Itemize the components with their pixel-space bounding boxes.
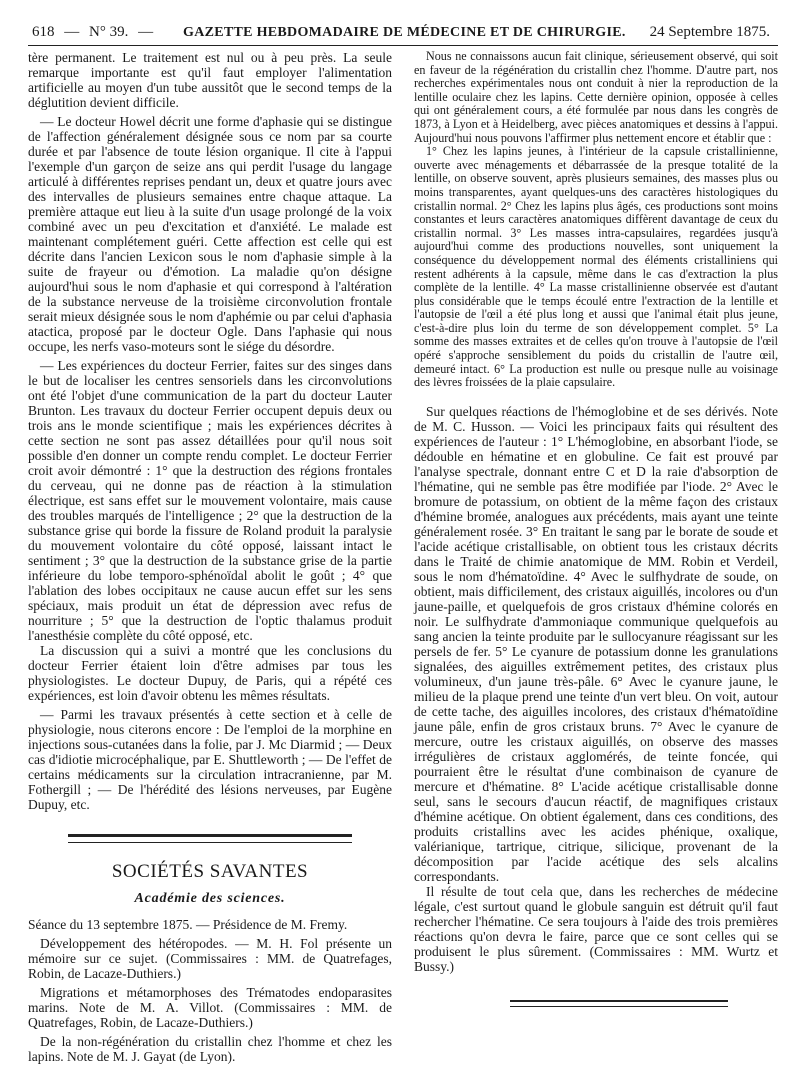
issue-number: N° 39. [89, 24, 129, 40]
session-line: Séance du 13 septembre 1875. — Présidence de M. Fremy. [28, 917, 348, 932]
paragraph: — Les expériences du docteur Ferrier, faites sur des singes dans le but de localiser les centres sensoriels dans les circonvolutions ont été l'objet d'une communication de la part du docteur Lauter Brunton. Les travaux du docteur Ferrier occupent depuis deux ou trois ans le monde scientifique ; mais les expériences décrites à cette section ne sont pas assez détaillées pour qu'il nous soit possible d'en donner un compte rendu complet. Le docteur Ferrier croit avoir démontré : 1° que la destruction des régions frontales du cerveau, qui ne donne pas de réaction à la stimulation électrique, est sans effet sur le mouvement volontaire, mais cause des troubles marqués de l'intelligence ; 2° que la destruction de la substance grise qui borde la fissure de Roland produit la paralysie du mouvement volontaire du côté opposé, laissant intact le sentiment ; 3° que la destruction de la substance grise de la partie inférieure du lobe temporo-sphénoïdal abolit le goût ; 4° que l'ablation des lobes occipitaux ne cause aucun effet sur les sens spéciaux, mais produit un état de dépression avec refus de nourriture ; 5° que la destruction de l'optic thalamus produit l'anesthésie complète du côté opposé, etc. [28, 358, 392, 643]
paragraph: De la non-régénération du cristallin chez l'homme et chez les lapins. Note de M. J. Gayat (de Lyon). [28, 1034, 392, 1064]
issue-date: 24 Septembre 1875. [649, 24, 770, 40]
paragraph: — Parmi les travaux présentés à cette section et à celle de physiologie, nous citerons encore : De l'emploi de la morphine en injections sous-cutanées dans la folie, par J. Mc Diarmid ; — Deux cas d'idiotie microcéphalique, par E. Shuttleworth ; — De l'effet de certains médicaments sur la circulation intracranienne, par M. Fothergill ; — De l'hérédité des lésions nerveuses, par Eugène Dupuy, etc. [28, 707, 392, 812]
paragraph: — Le docteur Howel décrit une forme d'aphasie qui se distingue de l'affection généralement désignée sous ce nom par sa courte durée et par l'absence de toute lésion organique. Il cite à l'appui l'exemple d'un garçon de seize ans qui perdit l'usage du langage articulé à différentes reprises pendant un, deux et quatre jours avec des intervalles de plusieurs semaines entre chaque attaque. La première attaque eut lieu à la suite d'un usage prolongé de la voix combiné avec un peu d'excitation et d'anxiété. Le malade est maintenant complétement guéri. Cette affection est celle qui est décrite dans l'ancien Lexicon sous le nom d'aphasie simple à la suite de frayeur ou d'émotion. La maladie qu'on désigne aujourd'hui sous le nom d'aphasie et qui correspond à l'altération de la substance nerveuse de la troisième circonvolution frontale serait mieux désignée sous le nom d'aphémie ou par celui d'aphasia atactica, proposé par le docteur Ogle. Dans l'aphasie qui nous occupe, les nerfs vaso-moteurs sont le siége du désordre. [28, 114, 392, 354]
header-separator: — [64, 24, 80, 40]
header-separator: — [138, 24, 154, 40]
header-page-issue [32, 24, 159, 41]
paragraph: Migrations et métamorphoses des Trématodes endoparasites marins. Note de M. A. Villot. (Commissaires : MM. de Quatrefages, Robin, de Lacaze-Duthiers.) [28, 985, 392, 1030]
section-divider [510, 1000, 728, 1007]
paragraph: Il résulte de tout cela que, dans les recherches de médecine légale, c'est surtout quand le globule sanguin est détruit qu'il faut rechercher l'hématine. Ce sera toujours à l'aide des trois premières réactions qu'on devra le faire, parce que ce sont celles qui se produisent le plus sûrement. (Commissaires : MM. Wurtz et Bussy.) [414, 883, 778, 974]
page-number: 618 [32, 24, 55, 40]
section-subtitle: Académie des sciences. [134, 891, 286, 906]
paragraph: La discussion qui a suivi a montré que les conclusions du docteur Ferrier étaient loin d'être admises par tous les physiologistes. Le docteur Dupuy, de Paris, qui a répété ces expériences, est loin d'avoir obtenu les mêmes résultats. [28, 643, 392, 703]
article-columns [28, 50, 778, 1064]
paragraph: Développement des hétéropodes. — M. H. Fol présente un mémoire sur ce sujet. (Commissaires : MM. de Quatrefages, Robin, de Lacaze-Duthiers.) [28, 936, 392, 981]
section-title: SOCIÉTÉS SAVANTES [111, 861, 309, 882]
section-divider [68, 834, 352, 843]
right-column [414, 50, 778, 1064]
paragraph: Nous ne connaissons aucun fait clinique, sérieusement observé, qui soit en faveur de la régénération du cristallin chez l'homme. D'autre part, nos recherches expérimentales nous ont conduit à nier la reproduction de la lentille oculaire chez les lapins. Cette dernière opinion, opposée à celles qui ont généralement cours, a été formulée par nous dans les congrès de 1873, à Lyon et à Heidelberg, avec pièces anatomiques et dessins à l'appui. Aujourd'hui nous pouvons l'affirmer plus nettement encore et établir que : [414, 49, 778, 145]
paragraph: tère permanent. Le traitement est nul ou à peu près. La seule remarque importante est qu'il faut employer l'alimentation artificielle au moyen d'un tube aussitôt que le second temps de la déglutition devient difficile. [28, 50, 392, 110]
journal-title: GAZETTE HEBDOMADAIRE DE MÉDECINE ET DE CHIRURGIE. [183, 25, 626, 40]
page-header [28, 10, 778, 46]
paragraph: Sur quelques réactions de l'hémoglobine et de ses dérivés. Note de M. C. Husson. — Voici les principaux faits qui résultent des expériences de l'auteur : 1° L'hémoglobine, en absorbant l'iode, se dédouble en hématine et en globuline. Ce fait est prouvé par l'analyse spectrale, donnant entre C et D la raie d'absorption de l'hématine, qui ne semble pas être modifiée par l'iode. 2° Avec le bromure de potassium, on obtient de la même façon des cristaux d'hémine bromée, analogues aux précédents, mais ayant une teinte généralement rosée. 3° En traitant le sang par le borate de soude et l'acide acétique cristallisable, on obtient tous les cristaux décrits dans le Traité de chimie anatomique de MM. Robin et Verdeil, sous le nom d'hématoïdine. 4° Avec le sulfhydrate de soude, on obtient, mais difficilement, des cristaux aiguillés, incolores ou d'un jaune-paille, et quelquefois de gros cristaux d'hémine colorés en noir. Le sulfhydrate d'ammoniaque communique quelquefois au sang ancien la teinte produite par le sullocyanure réagissant sur les persels de fer. 5° Le cyanure de potassium donne les granulations signalées, des aiguilles extrêmement petites, des cristaux plus volumineux, d'un jaune très-pâle. 6° Avec le cyanure jaune, le milieu de la plaque prend une teinte d'un vert bleu. On voit, autour de cette tache, des aiguilles incolores, des cristaux d'hématoïdine jaune pâle, enfin de gros cristaux bruns. 7° Avec le cyanure de mercure, outre les cristaux aiguillés, on observe des masses irrégulières de cristaux agglomérés, de teinte foncée, qui pourraient être le résultat d'une combinaison de cyanure de mercure et d'hématine. 8° L'acide acétique cristallisable donne seul, sans le secours d'aucun réactif, de magnifiques cristaux d'hémine acétique. On obtient également, dans ces conditions, des produits cristallins avec les acides phénique, oxalique, valérianique, tartrique, citrique, silicique, provenant de la décomposition par l'acide acétique des sels alcalins correspondants. [414, 403, 778, 884]
paragraph: 1° Chez les lapins jeunes, à l'intérieur de la capsule cristallinienne, ouverte avec ménagements et débarrassée de la presque totalité de la lentille, on observe souvent, après plusieurs semaines, des masses plus ou moins transparentes, ayant quelques-uns des caractères histologiques du cristallin normal. 2° Chez les lapins plus âgés, ces productions sont moins constantes et leurs caractères anatomiques diffèrent davantage de ceux du cristallin normal. 3° Les masses intra-capsulaires, regardées jusqu'à aujourd'hui comme des productions nouvelles, sont uniquement la conséquence du développement normal des éléments cristalliniens qui restent adhérents à la capsule, même dans le cas d'extraction la plus complète de la lentille. 4° La masse cristallinienne observée est d'autant plus considérable que le temps écoulé entre l'extraction de la lentille et l'autopsie de l'œil a été plus long et aussi que l'animal était plus jeune, c'est-à-dire plus loin du terme de son développement complet. 5° La somme des masses extraites et de celles qu'on trouve à l'autopsie de l'œil opéré s'approche sensiblement du poids du cristallin de l'autre œil, demeuré intact. 6° La production est nulle ou presque nulle au voisinage des lèvres froissées de la plaie capsulaire. [414, 144, 778, 390]
left-column [28, 50, 392, 1064]
